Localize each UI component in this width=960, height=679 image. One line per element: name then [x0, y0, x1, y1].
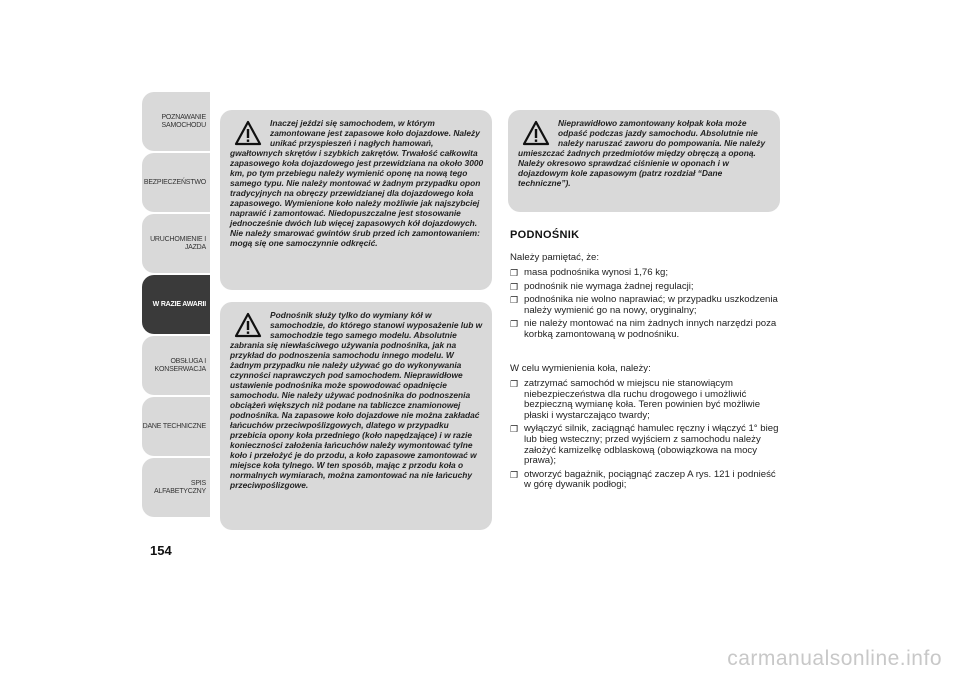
list-item: ❐ masa podnośnika wynosi 1,76 kg;	[510, 267, 668, 278]
checkbox-bullet-icon: ❐	[510, 424, 519, 435]
tab-label: BEZPIECZEŃSTWO	[143, 178, 206, 186]
warning-body-text: gwałtownych skrętów i szybkich zakrętów. Trwałość całkowita zapasowego koła dojazdowego jest przewidziana na około 3000 km, po tym przebiegu należy wymienić oponę na nową tego samego typu. Nie należy montować w żadnym przypadku opon tradycyjnych na obręczy przewidzianej dla dojazdowego koła zapasowego. Wymienione koło należy możliwie jak najszybciej naprawić i zamontować. Niedopuszczalne jest stosowanie jednocześnie dwóch lub więcej zapasowych kół dojazdowych. Nie należy smarować gwintów śrub przed ich zamontowaniem: mogą się one samoczynnie odkręcić.	[230, 148, 484, 248]
list-item: ❐ nie należy montować na nim żadnych innych narzędzi poza korbką zamontowaną w podnośniku.	[510, 318, 777, 340]
page-number: 154	[150, 543, 172, 558]
section-title: PODNOŚNIK	[510, 229, 580, 241]
intro2-text: W celu wymienienia koła, należy:	[510, 363, 651, 374]
warning-body-text: zabrania się niewłaściwego używania podnośnika, jak na przykład do podnoszenia samochodu innego modelu. W żadnym przypadku nie należy używać go do wykonywania czynności naprawczych pod samochodem. Nieprawidłowe ustawienie podnośnika może spowodować opadnięcie samochodu. Nie należy używać podnośnika do podnoszenia obciążeń większych niż podane na tabliczce znamionowej podnośnika. Na zapasowe koło dojazdowe nie można zakładać łańcuchów przeciwpoślizgowych, dlatego w przypadku przebicia opony koła przedniego (koło napędzające) i w razie konieczności założenia łańcuchów należy wymontować tylne koło i przełożyć je do przodu, a koło zapasowe zamontować w miejsce koła tylnego. W ten sposób, mając z przodu koła o normalnych wymiarach, można zamontować na nie łańcuchy przeciwpoślizgowe.	[230, 340, 480, 490]
list-item: ❐ podnośnik nie wymaga żadnej regulacji;	[510, 280, 694, 292]
checkbox-bullet-icon: ❐	[510, 268, 519, 278]
warning-lead-text: Inaczej jeździ się samochodem, w którym zamontowane jest zapasowe koło dojazdowe. Należy unikać przyspieszeń i nagłych hamowań,	[270, 118, 480, 148]
checkbox-bullet-icon: ❐	[510, 319, 519, 330]
warning-body-text: umieszczać żadnych przedmiotów między obręczą a oponą. Należy okresowo sprawdzać ciśnienie w oponach i w dojazdowym kole zapasowym (patrz rozdział “Dane techniczne”).	[518, 148, 756, 188]
warning-box	[220, 302, 492, 530]
tab-obsluga-i-konserwacja[interactable]	[142, 336, 210, 395]
tab-label: SPIS ALFABETYCZNY	[153, 479, 206, 495]
watermark: carmanualsonline.info	[727, 647, 942, 670]
list-item: ❐ zatrzymać samochód w miejscu nie stanowiącym niebezpieczeństwa dla ruchu drogowego i umożliwić bezpieczną wymianę koła. Teren powinien być możliwie płaski i wystarczająco twardy;	[510, 378, 761, 421]
tab-uruchomienie-i-jazda[interactable]	[142, 214, 210, 273]
warning-box	[220, 110, 492, 290]
tab-w-razie-awarii[interactable]	[142, 275, 210, 334]
list-item: ❐ podnośnika nie wolno naprawiać; w przypadku uszkodzenia należy wymienić go na nowy, oryginalny;	[510, 294, 778, 316]
warning-box	[508, 110, 780, 212]
list-item: ❐ wyłączyć silnik, zaciągnąć hamulec ręczny i włączyć 1° bieg lub bieg wsteczny; przed wyjściem z samochodu należy założyć kamizelkę odblaskową (obowiązkowa na mocy prawa);	[510, 423, 779, 467]
tab-label: URUCHOMIENIE I JAZDA	[150, 235, 206, 251]
tab-poznawanie-samochodu[interactable]	[142, 92, 210, 151]
warning-triangle-icon	[234, 312, 262, 338]
checkbox-bullet-icon: ❐	[510, 469, 519, 480]
tab-label: POZNAWANIE SAMOCHODU	[161, 113, 206, 129]
notes-list	[510, 268, 782, 344]
tab-spis-alfabetyczny[interactable]	[142, 458, 210, 517]
tab-bezpieczenstwo[interactable]	[142, 153, 210, 212]
list-item: ❐ otworzyć bagażnik, pociągnąć zaczep A rys. 121 i podnieść w górę dywanik podłogi;	[510, 468, 776, 491]
warning-lead-text: Podnośnik służy tylko do wymiany kół w samochodzie, do którego stanowi wyposażenie lub w samochodzie tego samego modelu. Absolutnie	[270, 310, 483, 340]
intro-text: Należy pamiętać, że:	[510, 252, 600, 263]
warning-triangle-icon	[522, 120, 550, 146]
tab-label: DANE TECHNICZNE	[142, 422, 206, 430]
checkbox-bullet-icon: ❐	[510, 281, 519, 292]
tab-label: OBSŁUGA I KONSERWACJA	[154, 357, 206, 373]
checkbox-bullet-icon: ❐	[510, 379, 519, 389]
warning-lead-text: Nieprawidłowo zamontowany kołpak koła może odpaść podczas jazdy samochodu. Absolutnie nie należy naruszać zaworu do pompowania. Nie należy	[558, 118, 766, 148]
checkbox-bullet-icon: ❐	[510, 295, 519, 306]
tab-dane-techniczne[interactable]	[142, 397, 210, 456]
steps-list	[510, 379, 782, 494]
warning-triangle-icon	[234, 120, 262, 146]
tab-label: W RAZIE AWARII	[152, 300, 206, 308]
